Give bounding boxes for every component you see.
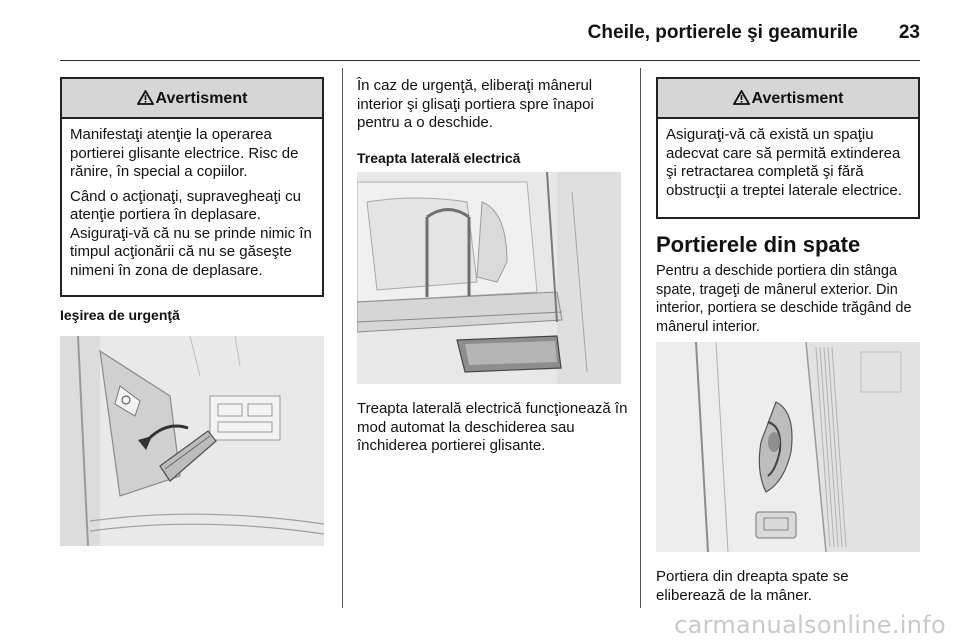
warning-body — [62, 119, 322, 286]
header-rule — [60, 60, 920, 61]
warning-header — [658, 79, 918, 119]
page-header — [60, 10, 920, 55]
section-heading-rear-doors: Portierele din spate — [656, 232, 861, 257]
electric-step-text: Treapta laterală electrică funcţionează în mod automat la deschiderea sau închiderea portierei glisante. — [357, 400, 628, 454]
rear-right-door-text: Portiera din dreapta spate se eliberează de la mâner. — [656, 568, 849, 604]
warning-paragraph: Când o acţionaţi, supravegheaţi cu atenţie portiera în deplasare. Asiguraţi-vă că nu se prinde nimic în timpul acţionării că nu se găseşte nimeni în zona de deplasare. — [70, 187, 312, 279]
warning-header — [62, 79, 322, 119]
warning-paragraph: Manifestaţi atenţie la operarea portierei glisante electrice. Risc de rănire, în special a copiilor. — [70, 126, 299, 180]
warning-triangle-icon — [137, 81, 154, 121]
watermark: carmanualsonline.info — [674, 611, 946, 639]
warning-body — [658, 119, 918, 206]
warning-triangle-icon — [733, 81, 750, 121]
column-divider — [640, 68, 641, 608]
rear-doors-text: Pentru a deschide portiera din stânga spate, trageţi de mânerul exterior. Din interior, portiera se deschide trăgând de mânerul interior. — [656, 263, 912, 335]
subheading-emergency-exit: Ieşirea de urgenţă — [60, 307, 180, 323]
page-number: 23 — [898, 22, 920, 43]
warning-heading: Avertisment — [751, 90, 844, 107]
subheading-electric-step: Treapta laterală electrică — [357, 150, 521, 166]
emergency-exit-text: În caz de urgenţă, eliberaţi mânerul interior şi glisaţi portiera spre înapoi pentru a o deschide. — [357, 77, 594, 131]
page-title: Cheile, portierele şi geamurile — [587, 22, 858, 43]
emergency-handle-illustration — [60, 336, 324, 546]
warning-heading: Avertisment — [155, 90, 248, 107]
column-divider — [342, 68, 343, 608]
warning-paragraph: Asiguraţi-vă că există un spaţiu adecvat care să permită extinderea şi retractarea completă şi fără obstrucţii a treptei laterale electrice. — [666, 126, 902, 199]
warning-box-sliding-door — [60, 77, 324, 297]
electric-side-step-illustration — [357, 172, 621, 384]
rear-door-handle-illustration — [656, 342, 920, 552]
warning-box-side-step — [656, 77, 920, 219]
